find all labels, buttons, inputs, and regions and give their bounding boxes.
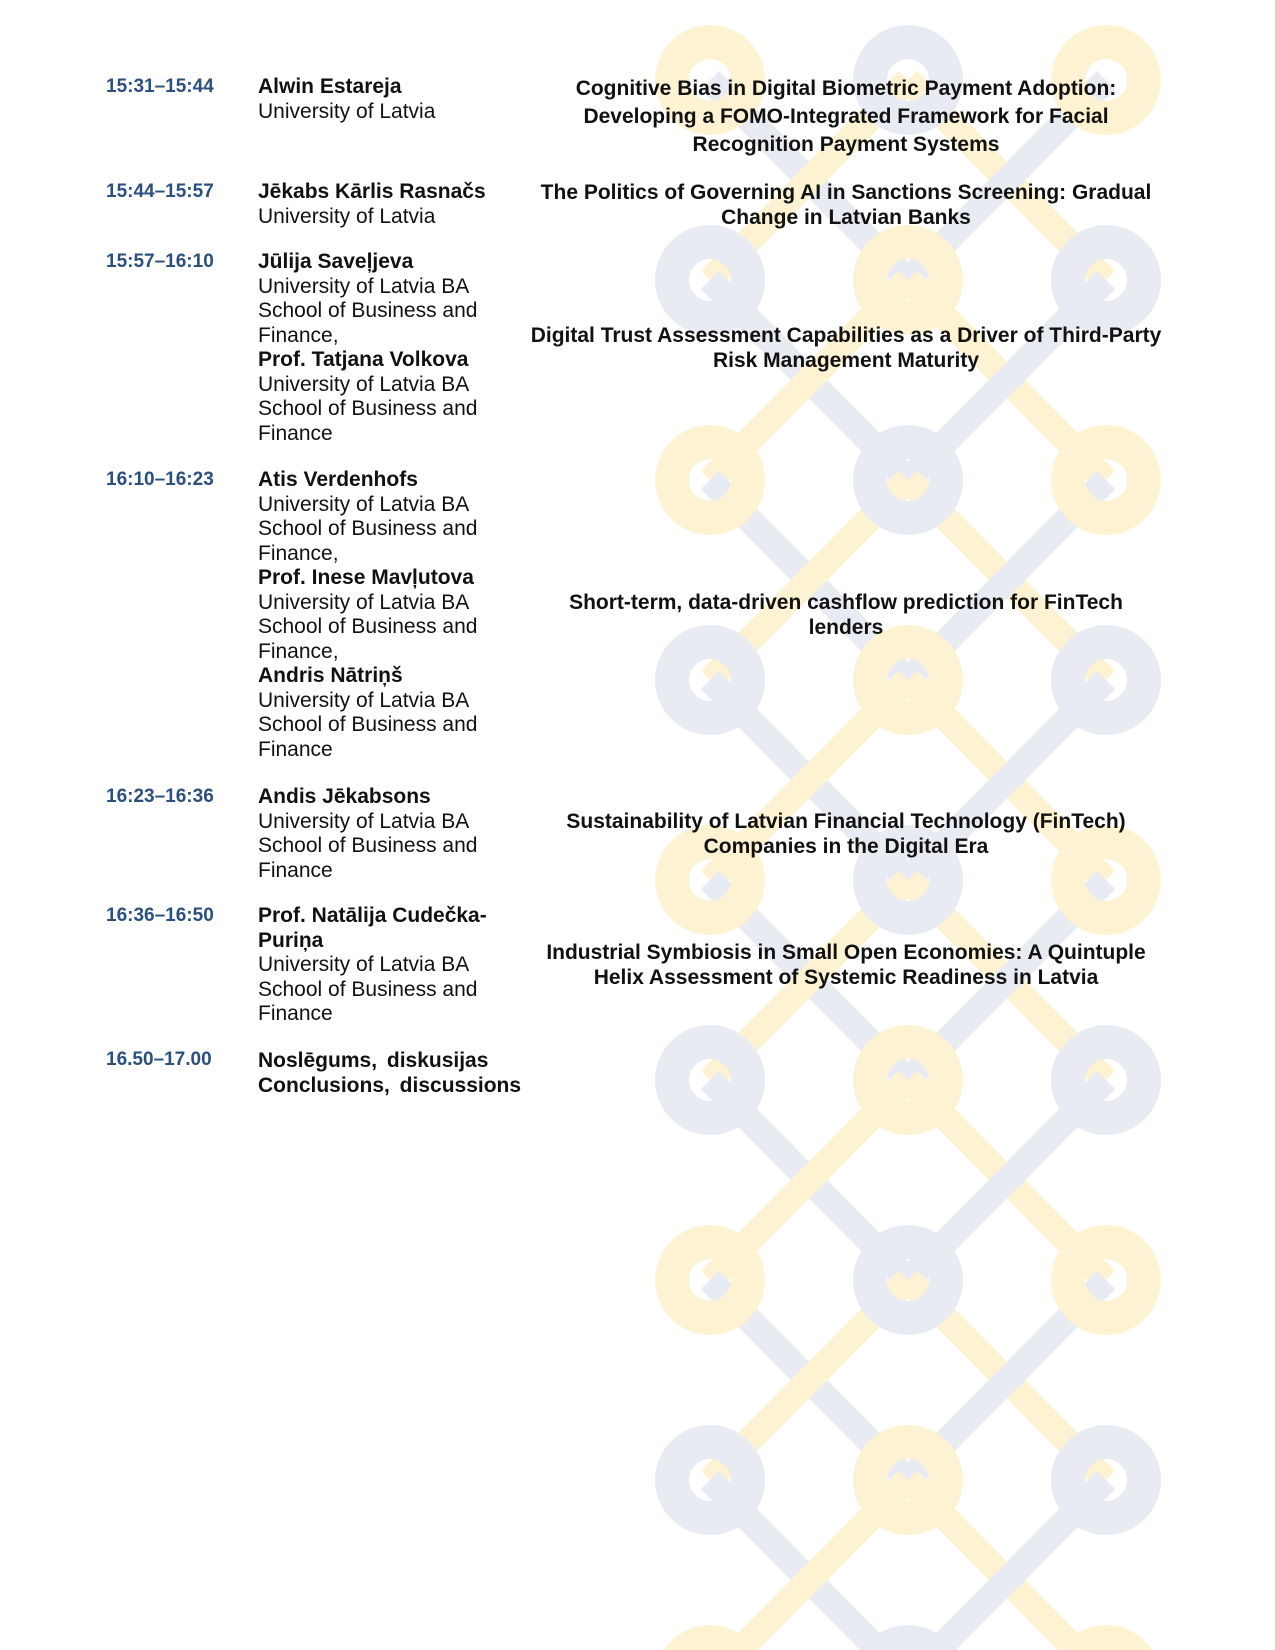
talk-title: Industrial Symbiosis in Small Open Economies: A Quintuple Helix Assessment of Systemic Readiness in Latvia [546, 941, 1146, 989]
closing-line-en: Conclusions, discussions [258, 1074, 522, 1097]
speaker-affiliation: University of Latvia BA School of Business and Finance [258, 688, 478, 761]
time-slot: 15:44–15:57 [106, 181, 214, 202]
time-slot: 16:36–16:50 [106, 905, 214, 926]
speaker-name: Prof. Natālija Cudečka-Puriņa [258, 904, 487, 952]
time-slot: 16:23–16:36 [106, 786, 214, 807]
speaker-name: Andis Jēkabsons [258, 785, 431, 808]
talk-title-cell [530, 904, 1162, 1026]
talk-title: The Politics of Governing AI in Sanctions Screening: Gradual Change in Latvian Banks [540, 181, 1152, 229]
talk-title: Short-term, data-driven cashflow prediction for FinTech lenders [569, 591, 1123, 639]
speaker-list [258, 468, 520, 762]
talk-title-cell [530, 250, 1162, 446]
speaker-affiliation: University of Latvia [258, 204, 436, 228]
speaker-name: Jēkabs Kārlis Rasnačs [258, 180, 486, 203]
time-slot: 16.50–17.00 [106, 1049, 212, 1070]
talk-title-cell [530, 180, 1162, 230]
talk-title-cell [530, 468, 1162, 762]
speaker-list [258, 180, 520, 229]
speaker-affiliation: University of Latvia BA School of Business and Finance [258, 809, 478, 882]
speaker-name: Prof. Inese Mavļutova [258, 566, 474, 589]
speaker-affiliation: University of Latvia BA School of Business and Finance [258, 372, 478, 445]
speaker-name: Jūlija Saveļjeva [258, 250, 414, 273]
speaker-list [258, 250, 520, 446]
speaker-list [258, 785, 520, 883]
talk-title: Cognitive Bias in Digital Biometric Payment Adoption: Developing a FOMO-Integrated Framework for Facial Recognition Payment Systems [575, 77, 1117, 156]
talk-title: Digital Trust Assessment Capabilities as a Driver of Third-Party Risk Management Maturity [530, 324, 1162, 372]
speaker-list [258, 75, 520, 124]
speaker-name: Prof. Tatjana Volkova [258, 348, 469, 371]
speaker-name: Atis Verdenhofs [258, 468, 418, 491]
time-slot: 15:31–15:44 [106, 76, 214, 97]
closing-line-lv: Noslēgums, diskusijas [258, 1049, 489, 1072]
talk-title-cell [530, 75, 1162, 159]
speaker-affiliation: University of Latvia BA School of Business and Finance [258, 953, 478, 1025]
time-slot: 15:57–16:10 [106, 251, 214, 272]
speaker-affiliation: University of Latvia BA School of Business and Finance, [258, 492, 478, 565]
speaker-name: Andris Nātriņš [258, 664, 403, 687]
speaker-list [258, 904, 520, 1027]
speaker-affiliation: University of Latvia [258, 99, 436, 123]
speaker-affiliation: University of Latvia BA School of Business and Finance, [258, 590, 478, 663]
time-slot: 16:10–16:23 [106, 469, 214, 490]
talk-title: Sustainability of Latvian Financial Technology (FinTech) Companies in the Digital Era [566, 810, 1126, 858]
closing-text [258, 1048, 558, 1098]
speaker-affiliation: University of Latvia BA School of Business and Finance, [258, 274, 478, 347]
speaker-name: Alwin Estareja [258, 75, 402, 98]
talk-title-cell [530, 785, 1162, 883]
